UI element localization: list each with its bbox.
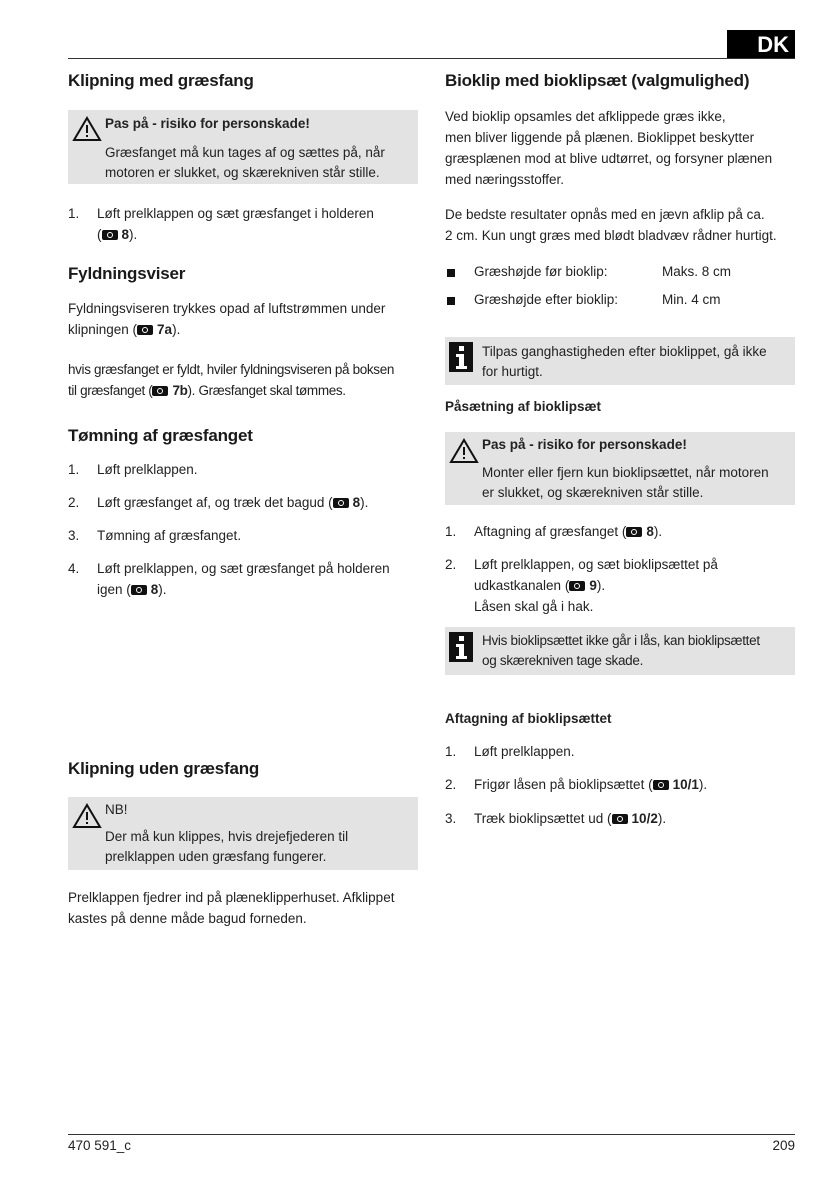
camera-icon: [131, 585, 147, 595]
step-number: 3.: [68, 528, 80, 543]
language-tab: DK: [727, 30, 795, 59]
info-text: [482, 342, 767, 382]
camera-icon: [612, 814, 628, 824]
step-text-post: ).: [360, 495, 369, 510]
info-line: Tilpas ganghastigheden efter bioklippet, gå ikke: [482, 344, 767, 359]
text-line: kastes på denne måde bagud forneden.: [68, 911, 307, 926]
step-number: 3.: [445, 811, 457, 826]
text-line: Prelklappen fjedrer ind på plæneklipperhuset. Afklippet: [68, 890, 395, 905]
step-text-post: ).: [129, 227, 138, 242]
subsection-title-pasaetning: Påsætning af bioklipsæt: [445, 399, 602, 414]
info-box-speed: [445, 337, 795, 385]
step-text-pre: udkastkanalen (: [474, 578, 570, 593]
spec-label: Græshøjde efter bioklip:: [474, 292, 619, 307]
info-line: og skærekniven tage skade.: [482, 653, 644, 668]
step-number: 1.: [68, 206, 80, 221]
section-title-klipning-uden-graesfang: Klipning uden græsfang: [68, 759, 260, 778]
step-text-pre: igen (: [97, 582, 131, 597]
text-line: hvis græsfanget er fyldt, hviler fyldningsviseren på boksen: [68, 362, 395, 377]
camera-icon: [626, 527, 642, 537]
step-line: Løft prelklappen og sæt græsfanget i holderen: [97, 206, 374, 221]
text-pre: klipningen (: [68, 322, 138, 337]
warning-line: er slukket, og skærekniven står stille.: [482, 485, 704, 500]
subsection-title-aftagning: Aftagning af bioklipsættet: [445, 711, 612, 726]
figure-ref: 8: [121, 227, 130, 242]
notice-title: NB!: [105, 802, 128, 817]
warning-box-bioklip: [445, 432, 795, 505]
camera-icon: [569, 581, 585, 591]
step-text-post: ).: [653, 524, 663, 539]
step-number: 2.: [445, 777, 457, 792]
paragraph-fyldningsviser-1: [68, 298, 418, 340]
step-text: [97, 558, 390, 600]
figure-ref: 7a: [157, 322, 173, 337]
text-line: Ved bioklip opsamles det afklippede græs ikke,: [445, 109, 726, 124]
section-title-bioklip: Bioklip med bioklipsæt (valgmulighed): [445, 71, 750, 90]
warning-title: Pas på - risiko for personskade!: [105, 116, 310, 131]
paragraph-bioklip-intro: [445, 106, 795, 190]
step-line: Løft prelklappen, og sæt bioklipsættet på: [474, 557, 718, 572]
step-number: 1.: [68, 462, 80, 477]
info-box-lock: [445, 627, 795, 675]
paragraph-fyldningsviser-2: [68, 359, 420, 401]
spec-value: Min. 4 cm: [662, 292, 721, 307]
step-number: 2.: [445, 557, 457, 572]
figure-ref: 8: [150, 582, 159, 597]
notice-text: [105, 827, 348, 867]
warning-box-personal-injury: [68, 110, 418, 184]
notice-line: prelklappen uden græsfang fungerer.: [105, 849, 327, 864]
footer-doc-code: 470 591_c: [68, 1138, 132, 1153]
step-number: 4.: [68, 561, 80, 576]
warning-text: [482, 463, 769, 503]
step-line: Løft prelklappen, og sæt græsfanget på holderen: [97, 561, 390, 576]
step-number: 2.: [68, 495, 80, 510]
figure-ref: 8: [646, 524, 654, 539]
camera-icon: [152, 386, 168, 396]
info-text: [482, 631, 760, 671]
figure-ref: 9: [589, 578, 597, 593]
camera-icon: [102, 230, 118, 240]
step-text: Løft prelklappen.: [474, 744, 575, 759]
text-post: ). Græsfanget skal tømmes.: [187, 383, 346, 398]
step-text: [474, 774, 707, 795]
step-text-post: ).: [698, 777, 708, 792]
step-text-post: ).: [657, 811, 667, 826]
warning-triangle-icon: [72, 116, 102, 147]
footer-rule: [68, 1134, 795, 1135]
figure-ref: 7b: [172, 383, 188, 398]
text-pre: til græsfanget (: [68, 383, 153, 398]
notice-line: Der må kun klippes, hvis drejefjederen til: [105, 829, 349, 844]
step-text: Løft prelklappen.: [97, 462, 198, 477]
section-title-tomning: Tømning af græsfanget: [68, 426, 253, 445]
warning-text: [105, 143, 385, 183]
step-text: [97, 492, 368, 513]
header-rule: [68, 58, 795, 59]
info-icon: [449, 632, 473, 667]
step-text-pre: Træk bioklipsættet ud (: [474, 811, 612, 826]
figure-ref: 10/1: [672, 777, 699, 792]
step-text-pre: Løft græsfanget af, og træk det bagud (: [97, 495, 333, 510]
text-line: men bliver liggende på plænen. Bioklippet beskytter: [445, 130, 755, 145]
camera-icon: [333, 498, 349, 508]
step-text: [97, 203, 374, 245]
step-text-pre: Frigør låsen på bioklipsættet (: [474, 777, 653, 792]
step-text-pre: (: [97, 227, 102, 242]
figure-ref: 8: [352, 495, 361, 510]
step-number: 1.: [445, 524, 457, 539]
info-icon: [449, 342, 473, 377]
text-line: Fyldningsviseren trykkes opad af luftstrømmen under: [68, 301, 386, 316]
warning-line: motoren er slukket, og skærekniven står stille.: [105, 165, 380, 180]
paragraph-bioklip-results: [445, 204, 795, 246]
step-line: Låsen skal gå i hak.: [474, 599, 594, 614]
footer-page-number: 209: [772, 1138, 795, 1153]
step-text: [474, 554, 718, 617]
camera-icon: [137, 325, 153, 335]
text-line: De bedste resultater opnås med en jævn afklip på ca.: [445, 207, 765, 222]
warning-title: Pas på - risiko for personskade!: [482, 437, 687, 452]
bullet-square: [447, 297, 455, 305]
warning-line: Græsfanget må kun tages af og sættes på, når: [105, 145, 385, 160]
step-text: [474, 521, 662, 542]
text-post: ).: [172, 322, 181, 337]
step-number: 1.: [445, 744, 457, 759]
section-title-klipning-med-graesfang: Klipning med græsfang: [68, 71, 254, 90]
section-title-fyldningsviser: Fyldningsviser: [68, 264, 186, 283]
text-line: med næringsstoffer.: [445, 172, 565, 187]
step-text-post: ).: [158, 582, 167, 597]
bullet-square: [447, 269, 455, 277]
warning-triangle-icon: [449, 438, 479, 469]
camera-icon: [653, 780, 669, 790]
spec-label: Græshøjde før bioklip:: [474, 264, 608, 279]
step-text: Tømning af græsfanget.: [97, 528, 242, 543]
step-text: [474, 808, 666, 829]
step-text-post: ).: [596, 578, 606, 593]
spec-value: Maks. 8 cm: [662, 264, 732, 279]
step-text-pre: Aftagning af græsfanget (: [474, 524, 627, 539]
paragraph-prelklappen: [68, 887, 418, 929]
warning-triangle-icon: [72, 803, 102, 834]
text-line: 2 cm. Kun ungt græs med blødt bladvæv rådner hurtigt.: [445, 228, 777, 243]
figure-ref: 10/2: [631, 811, 658, 826]
warning-line: Monter eller fjern kun bioklipsættet, når motoren: [482, 465, 769, 480]
notice-box-nb: [68, 797, 418, 870]
info-line: Hvis bioklipsættet ikke går i lås, kan bioklipsættet: [482, 633, 760, 648]
info-line: for hurtigt.: [482, 364, 543, 379]
text-line: græsplænen mod at blive udtørret, og forsyner plænen: [445, 151, 773, 166]
